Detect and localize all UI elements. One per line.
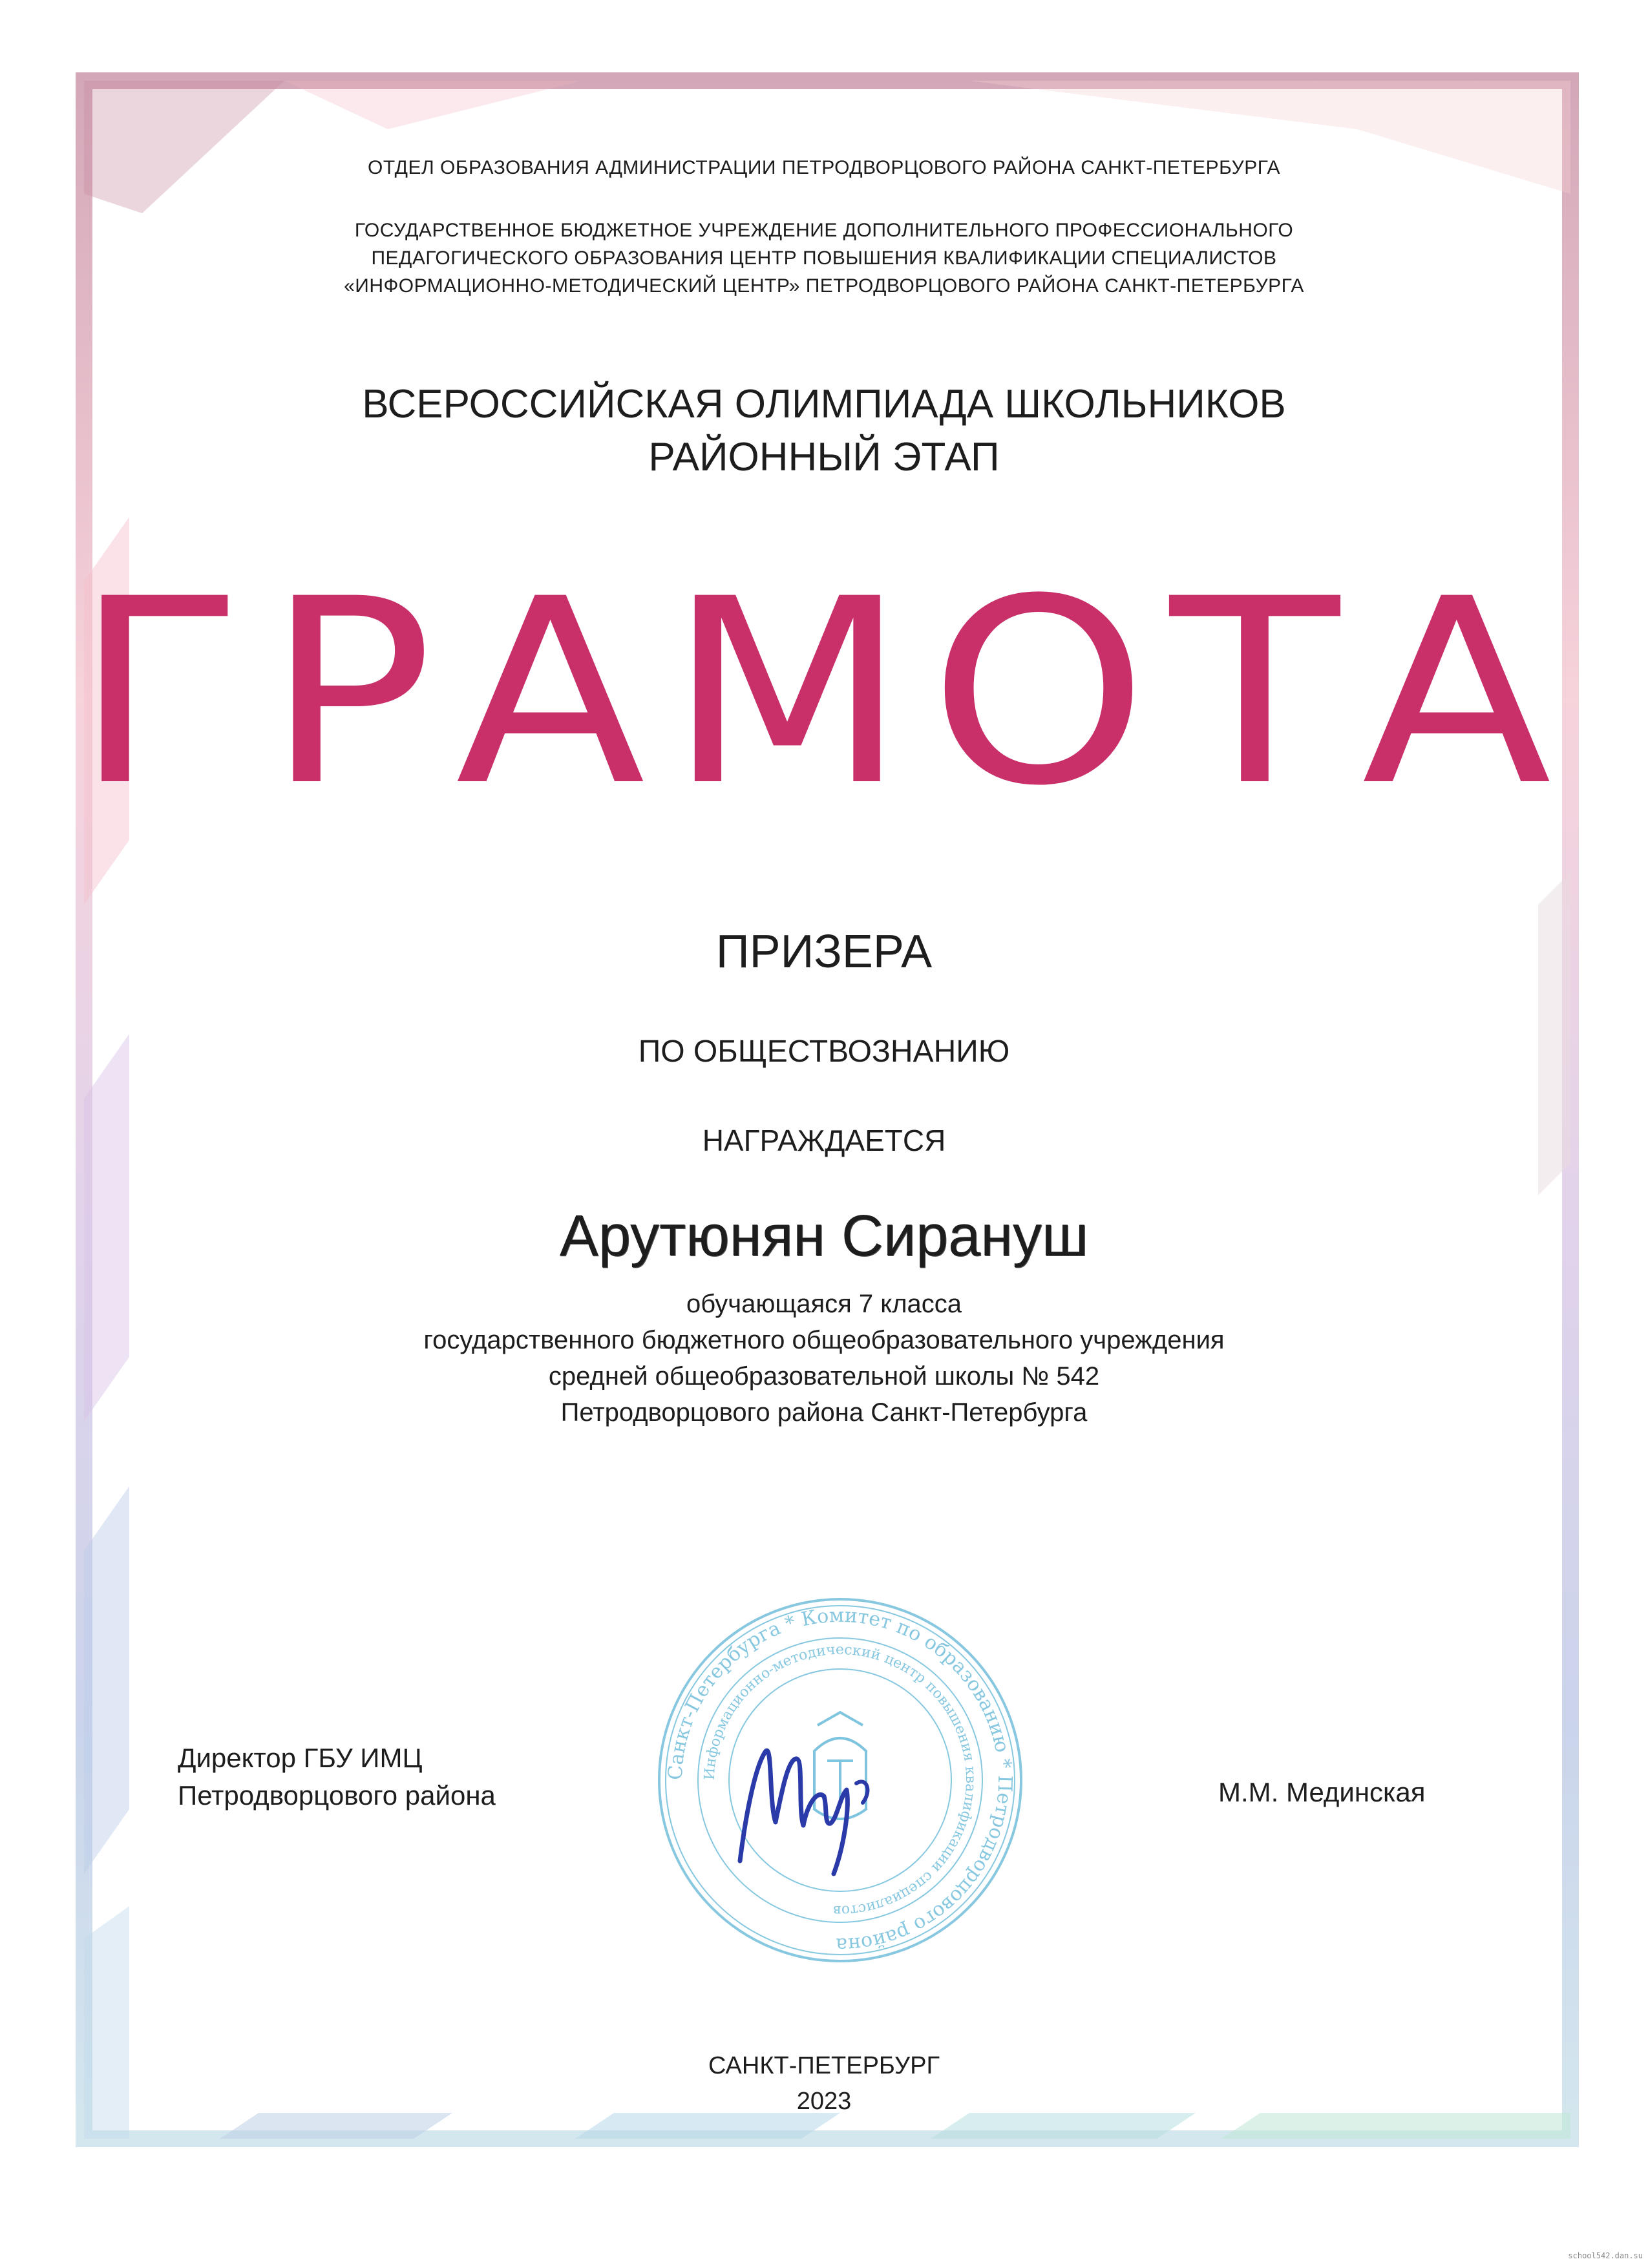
issue-year: 2023 — [796, 2088, 852, 2115]
olympiad-title — [0, 378, 1648, 484]
signatory-position-line-2: Петродворцового района — [178, 1780, 496, 1811]
institution-line-2: ПЕДАГОГИЧЕСКОГО ОБРАЗОВАНИЯ ЦЕНТР ПОВЫШЕНИЯ КВАЛИФИКАЦИИ СПЕЦИАЛИСТОВ — [371, 247, 1277, 269]
student-grade: обучающаяся 7 класса — [686, 1290, 962, 1318]
svg-text:Санкт-Петербурга * Комитет по: Санкт-Петербурга * Комитет по образованию * Петродворцового района — [664, 1604, 1017, 1957]
award-subject: ПО ОБЩЕСТВОЗНАНИЮ — [638, 1034, 1010, 1069]
olympiad-line-1: ВСЕРОССИЙСКАЯ ОЛИМПИАДА ШКОЛЬНИКОВ — [362, 382, 1286, 426]
student-info — [0, 1286, 1648, 1431]
department-header: ОТДЕЛ ОБРАЗОВАНИЯ АДМИНИСТРАЦИИ ПЕТРОДВОРЦОВОГО РАЙОНА САНКТ-ПЕТЕРБУРГА — [367, 157, 1280, 178]
svg-text:Информационно-методический цен: Информационно-методический центр повышения квалификации специалистов — [701, 1641, 979, 1919]
issue-place-date — [0, 2048, 1648, 2119]
institution-line-3: «ИНФОРМАЦИОННО-МЕТОДИЧЕСКИЙ ЦЕНТР» ПЕТРОДВОРЦОВОГО РАЙОНА САНКТ-ПЕТЕРБУРГА — [344, 275, 1304, 297]
scan-watermark: school542.dan.su — [1568, 2251, 1643, 2260]
recipient-name: Арутюнян Сирануш — [559, 1204, 1089, 1268]
awarded-text: НАГРАЖДАЕТСЯ — [702, 1124, 946, 1157]
handwritten-signature — [727, 1712, 895, 1880]
signatory-name: М.М. Мединская — [1218, 1777, 1426, 1807]
olympiad-line-2: РАЙОННЫЙ ЭТАП — [648, 435, 1000, 479]
signatory-position-line-1: Директор ГБУ ИМЦ — [178, 1743, 423, 1773]
signatory-position — [178, 1739, 496, 1814]
school-name: средней общеобразовательной школы № 542 — [548, 1362, 1100, 1391]
school-type: государственного бюджетного общеобразовательного учреждения — [423, 1326, 1225, 1354]
certificate-title: ГРАМОТА — [74, 544, 1574, 842]
institution-header — [0, 216, 1648, 300]
school-district: Петродворцового района Санкт-Петербурга — [560, 1398, 1088, 1427]
award-status: ПРИЗЕРА — [715, 926, 933, 978]
institution-line-1: ГОСУДАРСТВЕННОЕ БЮДЖЕТНОЕ УЧРЕЖДЕНИЕ ДОПОЛНИТЕЛЬНОГО ПРОФЕССИОНАЛЬНОГО — [354, 220, 1294, 241]
issue-city: САНКТ-ПЕТЕРБУРГ — [708, 2052, 940, 2079]
